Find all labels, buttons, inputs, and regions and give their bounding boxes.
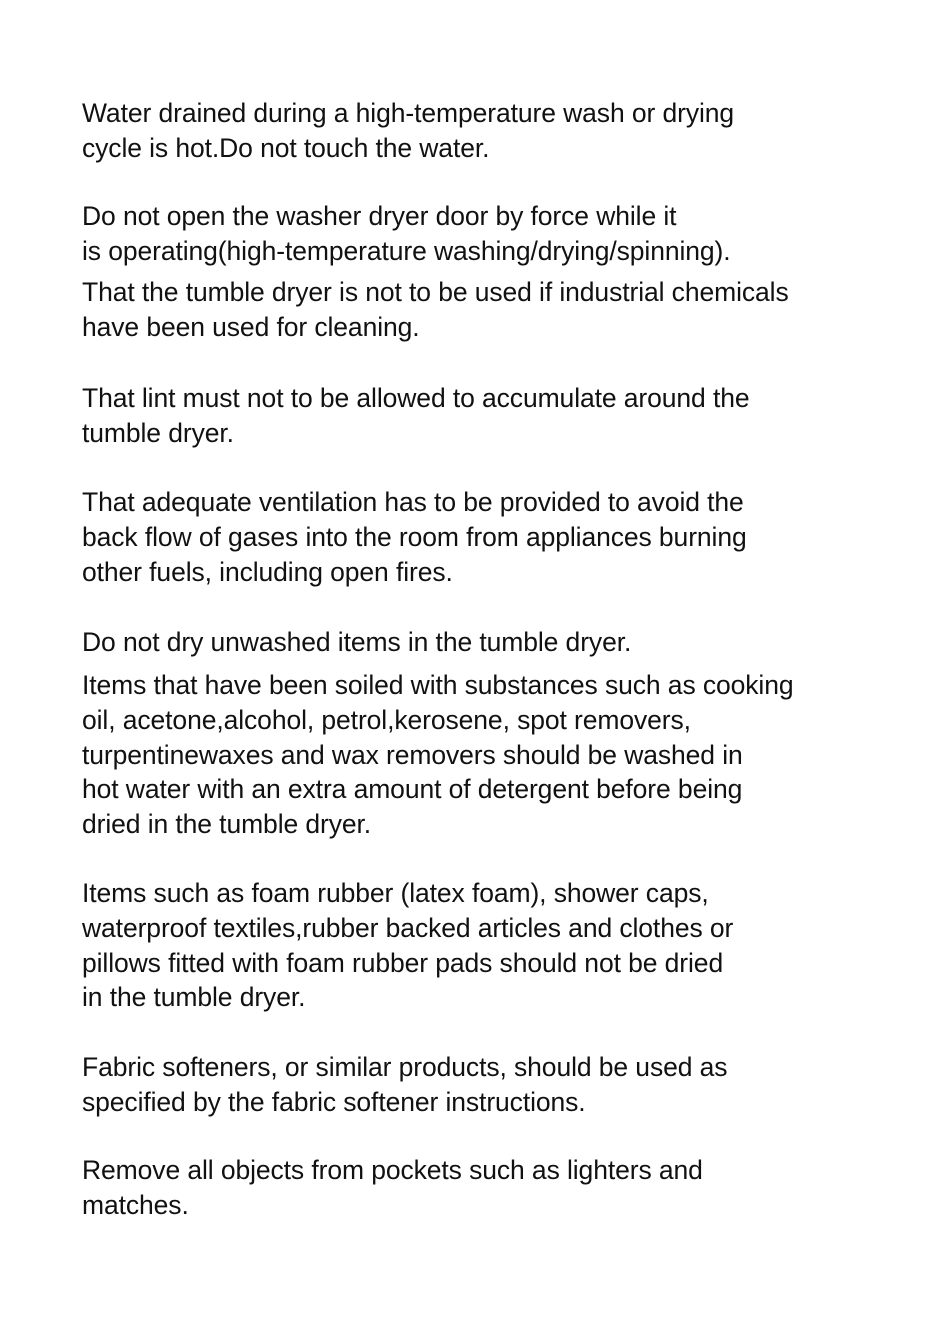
text-line: That adequate ventilation has to be provided to avoid the <box>82 487 744 517</box>
text-line: oil, acetone,alcohol, petrol,kerosene, spot removers, <box>82 704 691 735</box>
text-line: waterproof textiles,rubber backed articles and clothes or <box>82 912 734 943</box>
text-line: hot water with an extra amount of detergent before being <box>82 774 743 805</box>
text-line: tumble dryer. <box>82 417 234 448</box>
text-line: turpentinewaxes and wax removers should be washed in <box>82 739 743 770</box>
text-line: is operating(high-temperature washing/drying/spinning). <box>82 235 731 266</box>
text-line: back flow of gases into the room from appliances burning <box>82 521 747 552</box>
paragraph-industrial-chemicals-warning <box>82 275 789 345</box>
paragraph-ventilation-warning <box>82 485 747 589</box>
text-line: other fuels, including open fires. <box>82 556 453 587</box>
text-line: Items that have been soiled with substances such as cooking <box>82 670 794 700</box>
paragraph-fabric-softener-instruction <box>82 1050 727 1120</box>
text-line: Fabric softeners, or similar products, should be used as <box>82 1052 728 1082</box>
paragraph-door-force-warning <box>82 199 731 269</box>
text-line: specified by the fabric softener instructions. <box>82 1086 586 1117</box>
paragraph-soiled-items-warning <box>82 668 794 842</box>
text-line: Do not open the washer dryer door by force while it <box>82 201 677 231</box>
text-line: Items such as foam rubber (latex foam), shower caps, <box>82 878 709 908</box>
paragraph-lint-warning <box>82 381 750 451</box>
text-line: Do not dry unwashed items in the tumble dryer. <box>82 627 632 657</box>
text-line: cycle is hot.Do not touch the water. <box>82 132 490 163</box>
paragraph-foam-rubber-warning <box>82 876 733 1015</box>
text-line: That the tumble dryer is not to be used if industrial chemicals <box>82 277 789 307</box>
paragraph-unwashed-items-warning <box>82 625 631 660</box>
text-line: That lint must not to be allowed to accumulate around the <box>82 383 750 413</box>
text-line: in the tumble dryer. <box>82 982 306 1013</box>
text-line: Remove all objects from pockets such as lighters and <box>82 1155 703 1185</box>
paragraph-hot-water-warning <box>82 96 734 166</box>
text-line: dried in the tumble dryer. <box>82 809 372 840</box>
text-line: pillows fitted with foam rubber pads should not be dried <box>82 947 724 978</box>
paragraph-pockets-instruction <box>82 1153 703 1223</box>
text-line: matches. <box>82 1189 189 1220</box>
text-line: Water drained during a high-temperature wash or drying <box>82 98 735 128</box>
text-line: have been used for cleaning. <box>82 311 420 342</box>
